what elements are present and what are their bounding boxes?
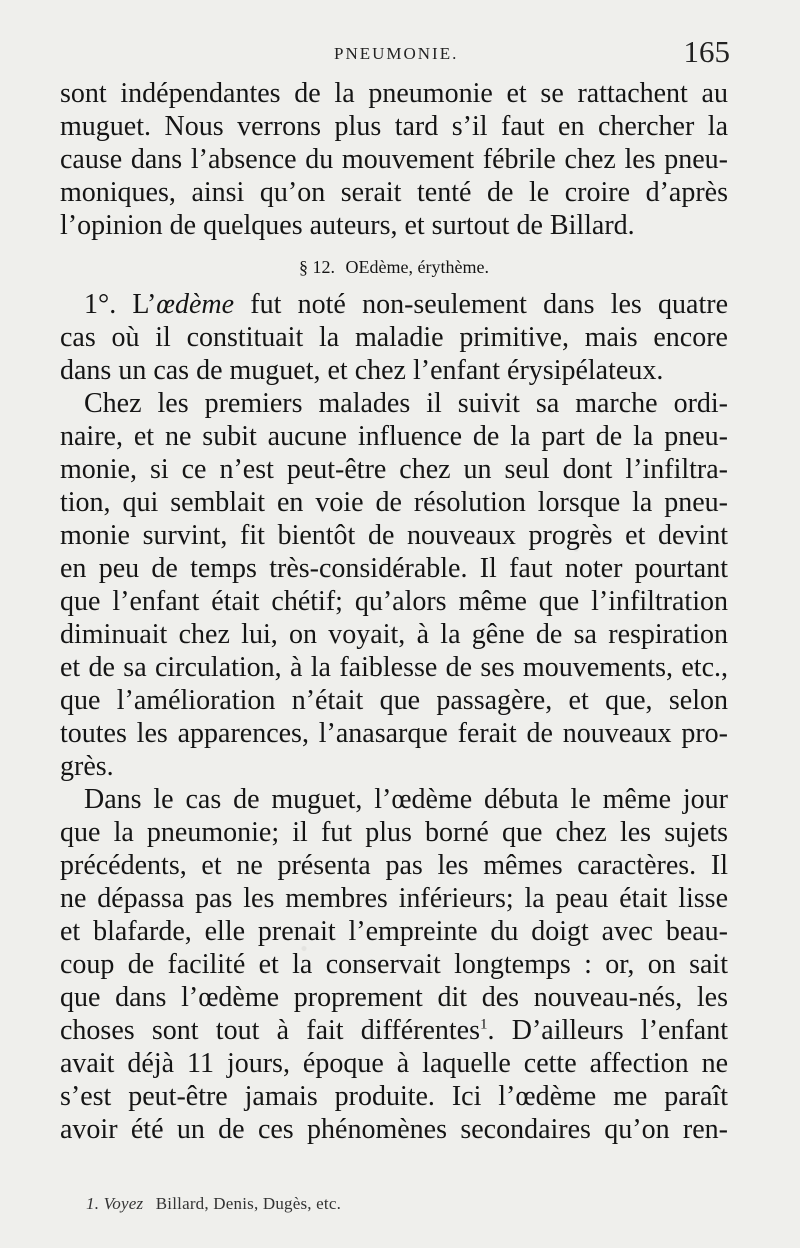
footnote-marker: 1	[480, 1016, 488, 1033]
text-line: Dans le cas de muguet, l’œdème débuta le même jour	[84, 784, 728, 815]
text-line: s’est peut-être jamais produite. Ici l’œdème me paraît	[60, 1081, 728, 1112]
text-line: et blafarde, elle prenait l’empreinte du doigt avec beau-	[60, 916, 728, 947]
text-line: avait déjà 11 jours, époque à laquelle cette affection ne	[60, 1048, 728, 1079]
text-line: ne dépassa pas les membres inférieurs; la peau était lisse	[60, 883, 728, 914]
sentence-continuation: . D’ailleurs l’enfant	[487, 1015, 728, 1046]
page-number: 165	[683, 34, 730, 69]
main-text	[60, 77, 728, 1146]
text-line: avoir été un de ces phénomènes secondaires qu’on ren-	[60, 1114, 728, 1145]
footnote-lead: 1. Voyez	[86, 1194, 144, 1213]
text-line: muguet. Nous verrons plus tard s’il faut en chercher la	[60, 111, 728, 142]
text-line: que dans l’œdème proprement dit des nouveau-nés, les	[60, 982, 728, 1013]
italic-term: œdème	[156, 289, 235, 320]
text-line: toutes les apparences, l’anasarque ferait de nouveaux pro-	[60, 718, 728, 749]
text-line: tion, qui semblait en voie de résolution lorsque la pneu-	[60, 487, 728, 518]
text-line: l’opinion de quelques auteurs, et surtout de Billard.	[60, 210, 635, 241]
text-line: que l’amélioration n’était que passagère, et que, selon	[60, 685, 728, 716]
text-line: monie, si ce n’est peut-être chez un seul dont l’infiltra-	[60, 454, 728, 485]
section-heading	[60, 252, 728, 288]
text-line: et de sa circulation, à la faiblesse de ses mouvements, etc.,	[60, 652, 728, 683]
text-line: coup de facilité et la conservait longtemps : or, on sait	[60, 949, 728, 980]
sentence-start: choses sont tout à fait différentes	[60, 1015, 480, 1046]
section-title: OEdème, érythème.	[345, 257, 489, 277]
text-line: que l’enfant était chétif; qu’alors même que l’infiltration	[60, 586, 728, 617]
footnote-text: Billard, Denis, Dugès, etc.	[155, 1194, 342, 1213]
text-line: précédents, et ne présenta pas les mêmes caractères. Il	[60, 850, 728, 881]
section-number: § 12.	[299, 257, 336, 277]
paragraph-continuation: fut noté non-seulement dans les quatre	[234, 289, 728, 320]
text-line: que la pneumonie; il fut plus borné que chez les sujets	[60, 817, 728, 848]
text-line: en peu de temps très-considérable. Il faut noter pourtant	[60, 553, 728, 584]
text-line	[60, 1014, 728, 1047]
text-line: moniques, ainsi qu’on serait tenté de le croire d’après	[60, 177, 728, 208]
text-line: sont indépendantes de la pneumonie et se rattachent au	[60, 78, 728, 109]
running-head: PNEUMONIE.	[334, 44, 459, 63]
text-line: diminuait chez lui, on voyait, à la gêne de sa respiration	[60, 619, 728, 650]
text-line: monie survint, fit bientôt de nouveaux progrès et devint	[60, 520, 728, 551]
page-header	[62, 34, 730, 74]
text-line	[60, 288, 728, 321]
text-line: grès.	[60, 751, 114, 782]
paragraph-start: 1°. L’	[84, 289, 157, 320]
footnote	[86, 1194, 341, 1214]
text-line: cas où il constituait la maladie primitive, mais encore	[60, 322, 728, 353]
text-line: naire, et ne subit aucune influence de la part de la pneu-	[60, 421, 728, 452]
text-line: Chez les premiers malades il suivit sa marche ordi-	[84, 388, 728, 419]
text-line: cause dans l’absence du mouvement fébrile chez les pneu-	[60, 144, 728, 175]
text-line: dans un cas de muguet, et chez l’enfant érysipélateux.	[60, 355, 664, 386]
